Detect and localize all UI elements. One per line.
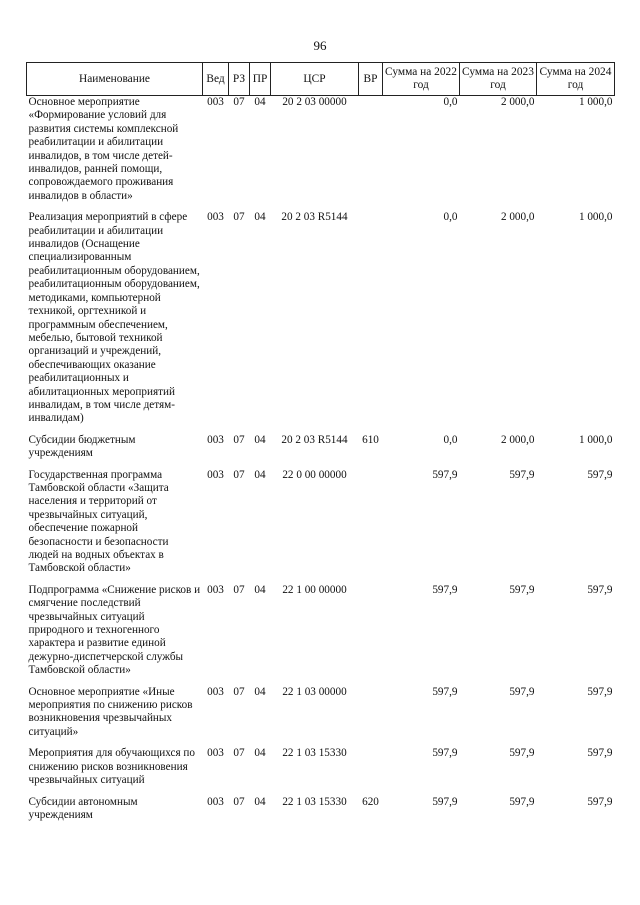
cell-vr: 610: [362, 433, 379, 446]
cell-rz: 07: [233, 583, 245, 596]
cell-ved: 003: [207, 795, 224, 808]
cell-pr: 04: [254, 747, 266, 760]
cell-sum-2022: 597,9: [432, 468, 458, 481]
cell-sum-2023: 597,9: [509, 583, 535, 596]
cell-sum-2024: 1 000,0: [578, 211, 613, 224]
table-row: [27, 469, 615, 584]
table-row: [27, 796, 615, 831]
cell-pr: 04: [254, 433, 266, 446]
header-sum-2022: Сумма на 2022 год: [383, 63, 460, 96]
header-vr: ВР: [359, 63, 383, 96]
table-row: [27, 686, 615, 748]
cell-sum-2022: 597,9: [432, 795, 458, 808]
cell-rz: 07: [233, 211, 245, 224]
cell-pr: 04: [254, 211, 266, 224]
cell-sum-2023: 597,9: [509, 747, 535, 760]
cell-csr: 20 2 03 00000: [282, 96, 347, 108]
header-row: [27, 63, 615, 96]
cell-vr: [359, 747, 383, 795]
cell-csr: 20 2 03 R5144: [281, 433, 348, 446]
cell-ved: 003: [207, 96, 224, 108]
cell-sum-2024: 597,9: [587, 747, 613, 760]
table-row: [27, 434, 615, 469]
cell-ved: 003: [207, 468, 224, 481]
cell-vr: 620: [362, 795, 379, 808]
table-row: [27, 96, 615, 212]
cell-ved: 003: [207, 747, 224, 760]
table-row: [27, 211, 615, 434]
cell-vr: [359, 584, 383, 686]
cell-ved: 003: [207, 583, 224, 596]
cell-sum-2024: 597,9: [587, 583, 613, 596]
cell-pr: 04: [254, 96, 266, 108]
cell-name: Субсидии автономным учреждениям: [28, 795, 138, 821]
cell-ved: 003: [207, 433, 224, 446]
cell-vr: [359, 211, 383, 434]
cell-sum-2022: 597,9: [432, 583, 458, 596]
table-row: [27, 747, 615, 795]
table-body: [27, 96, 615, 831]
cell-pr: 04: [254, 795, 266, 808]
cell-csr: 22 1 03 15330: [282, 795, 347, 808]
cell-pr: 04: [254, 685, 266, 698]
cell-rz: 07: [233, 433, 245, 446]
header-sum-2024: Сумма на 2024 год: [537, 63, 615, 96]
cell-sum-2022: 0,0: [443, 96, 458, 108]
cell-rz: 07: [233, 96, 245, 108]
cell-ved: 003: [207, 211, 224, 224]
table-header: [27, 63, 615, 96]
header-name: Наименование: [27, 63, 203, 96]
cell-sum-2022: 597,9: [432, 685, 458, 698]
cell-name: Мероприятия для обучающихся по снижению рисков возникновения чрезвычайных ситуаций: [28, 747, 195, 787]
header-rz: РЗ: [229, 63, 250, 96]
cell-name: Подпрограмма «Снижение рисков и смягчение последствий чрезвычайных ситуаций природного и техногенного характера и развитие единой дежурно-диспетчерской службы Тамбовской области»: [28, 583, 201, 677]
cell-sum-2022: 0,0: [443, 433, 458, 446]
budget-table: [26, 62, 615, 830]
cell-csr: 20 2 03 R5144: [281, 211, 348, 224]
cell-sum-2023: 2 000,0: [500, 433, 535, 446]
cell-csr: 22 1 00 00000: [282, 583, 347, 596]
cell-sum-2023: 597,9: [509, 468, 535, 481]
cell-name: Субсидии бюджетным учреждениям: [28, 433, 136, 460]
cell-rz: 07: [233, 747, 245, 760]
header-pr: ПР: [250, 63, 271, 96]
cell-sum-2024: 597,9: [587, 685, 613, 698]
header-ved: Вед: [203, 63, 229, 96]
page-number: 96: [313, 38, 327, 53]
cell-pr: 04: [254, 583, 266, 596]
cell-sum-2024: 597,9: [587, 795, 613, 808]
header-csr: ЦСР: [271, 63, 359, 96]
cell-sum-2023: 2 000,0: [500, 96, 535, 108]
cell-sum-2023: 597,9: [509, 685, 535, 698]
cell-sum-2022: 0,0: [443, 211, 458, 224]
cell-sum-2023: 2 000,0: [500, 211, 535, 224]
cell-vr: [359, 686, 383, 748]
cell-sum-2024: 597,9: [587, 468, 613, 481]
cell-rz: 07: [233, 795, 245, 808]
cell-csr: 22 0 00 00000: [282, 468, 347, 481]
cell-sum-2024: 1 000,0: [578, 96, 613, 108]
cell-sum-2023: 597,9: [509, 795, 535, 808]
cell-sum-2024: 1 000,0: [578, 433, 613, 446]
cell-ved: 003: [207, 685, 224, 698]
cell-sum-2022: 597,9: [432, 747, 458, 760]
cell-name: Основное мероприятие «Иные мероприятия по снижению рисков возникновения чрезвычайных ситуаций»: [28, 685, 193, 738]
cell-vr: [359, 96, 383, 212]
cell-csr: 22 1 03 15330: [282, 747, 347, 760]
cell-name: Государственная программа Тамбовской области «Защита населения и территорий от чрезвычайных ситуаций, обеспечение пожарной безопасности и безопасности людей на водных объектах в Тамбовской области»: [28, 468, 169, 575]
cell-name: Основное мероприятие «Формирование условий для развития системы комплексной реабилитации и абилитации инвалидов, в том числе детей-инвалидов, ранней помощи, сопровождаемого проживания инвалидов в области»: [28, 96, 179, 202]
cell-rz: 07: [233, 685, 245, 698]
cell-pr: 04: [254, 468, 266, 481]
cell-rz: 07: [233, 468, 245, 481]
cell-name: Реализация мероприятий в сфере реабилитации и абилитации инвалидов (Оснащение специализированным реабилитационным оборудованием, реабилитационным оборудованием, методиками, компьютерной техникой, оргтехникой и программным обеспечением, мебелью, бытовой техникой организаций и учреждений, обеспечивающих оказание реабилитационных и абилитационных мероприятий инвалидам, в том числе детям-инвалидам): [28, 211, 200, 425]
header-sum-2023: Сумма на 2023 год: [460, 63, 537, 96]
cell-vr: [359, 469, 383, 584]
table-row: [27, 584, 615, 686]
cell-csr: 22 1 03 00000: [282, 685, 347, 698]
